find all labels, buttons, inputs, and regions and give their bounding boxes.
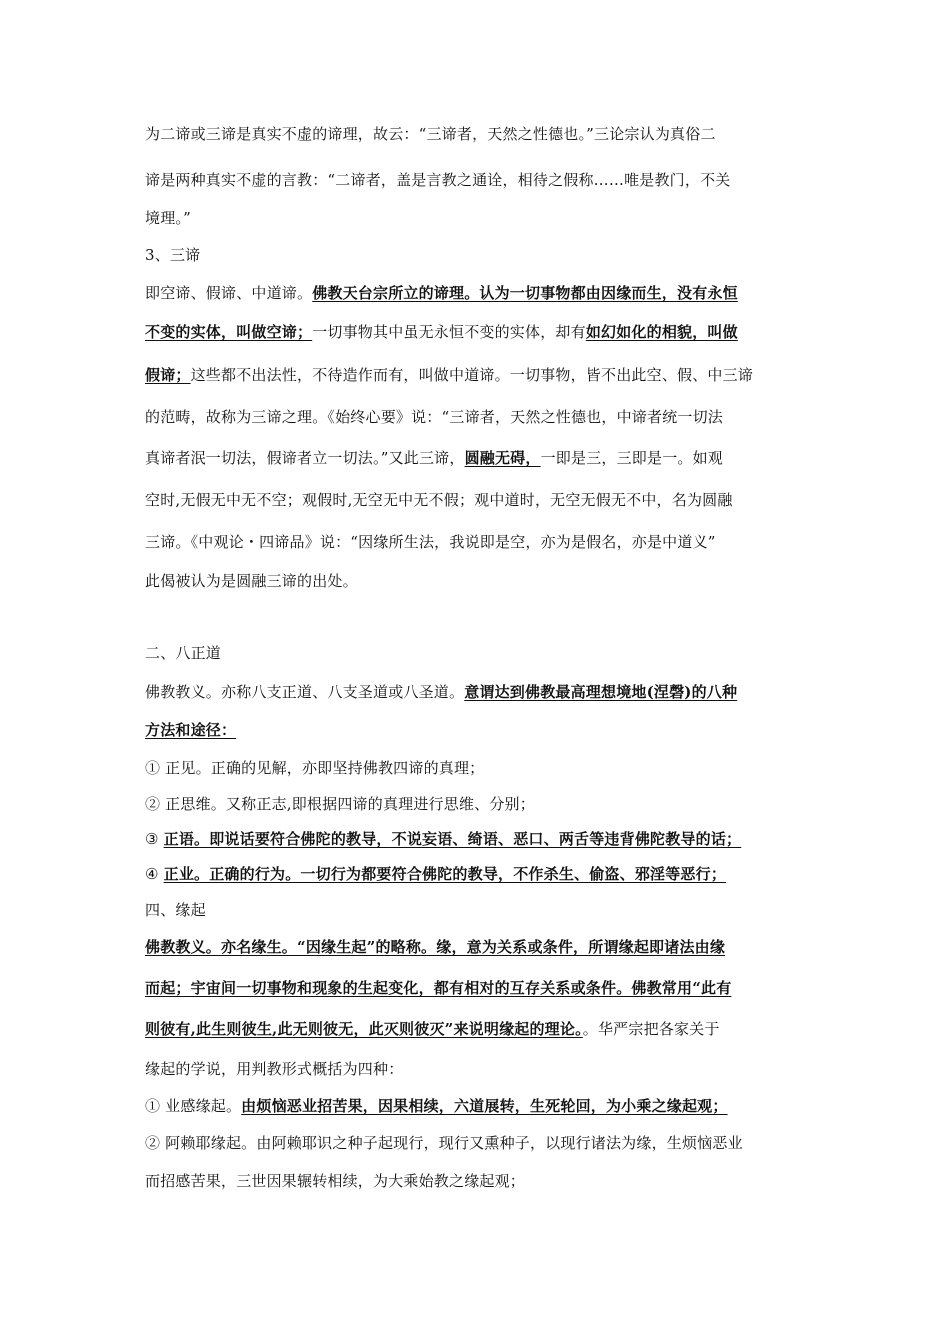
list-item — [145, 829, 825, 849]
emphasis-text: 而起；宇宙间一切事物和现象的生起变化，都有相对的互存关系或条件。佛教常用“此有 — [145, 979, 732, 997]
text: ② 阿赖耶缘起。由阿赖耶识之种子起现行，现行又熏种子，以现行诸法为缘，生烦恼恶业 — [145, 1134, 743, 1152]
text: 一切事物其中虽无永恒不变的实体，却有 — [312, 323, 586, 341]
text: 此偈被认为是圆融三谛的出处。 — [145, 572, 358, 590]
emphasis-text: 圆融无碍， — [464, 449, 541, 467]
text: 三谛。《中观论・四谛品》说：“因缘所生法，我说即是空，亦为是假名，亦是中道义” — [145, 533, 716, 551]
emphasis-text: 方法和途径： — [145, 721, 237, 739]
text: 缘起的学说，用判教形式概括为四种： — [145, 1060, 404, 1078]
emphasis-text: 假谛； — [145, 366, 191, 384]
text-line — [145, 170, 825, 190]
text-line — [145, 208, 825, 228]
text: ① 业感缘起。 — [145, 1097, 242, 1115]
text-line — [145, 283, 825, 303]
text-line — [145, 448, 825, 468]
text-line — [145, 365, 825, 385]
emphasis-text: 正语。即说话要符合佛陀的教导，不说妄语、绮语、恶口、两舌等违背佛陀教导的话； — [163, 830, 742, 848]
emphasis-text: 佛教教义。亦名缘生。“因缘生起”的略称。缘，意为关系或条件，所谓缘起即诸法由缘 — [145, 938, 726, 956]
text-line — [145, 407, 825, 427]
text-line — [145, 1019, 825, 1039]
text-line — [145, 490, 825, 510]
text-line — [145, 978, 825, 998]
text-line — [145, 682, 825, 702]
text: 谛是两种真实不虚的言教：“二谛者，盖是言教之通诠，相待之假称……唯是教门，不关 — [145, 171, 731, 189]
text: ③ — [145, 830, 164, 848]
text: 真谛者泯一切法，假谛者立一切法。”又此三谛， — [145, 449, 465, 467]
emphasis-text: 佛教天台宗所立的谛理。认为一切事物都由因缘而生，没有永恒 — [312, 284, 738, 302]
text: ④ — [145, 865, 164, 883]
list-item — [145, 1171, 825, 1191]
text-line — [145, 720, 825, 740]
emphasis-text: 如幻如化的相貌，叫做 — [585, 323, 738, 341]
text-line — [145, 532, 825, 552]
heading-text: 四、缘起 — [145, 901, 206, 919]
heading-text: 二、八正道 — [145, 644, 222, 662]
list-item — [145, 1133, 825, 1153]
text: 空时,无假无中无不空；观假时,无空无中无不假；观中道时，无空无假无不中，名为圆融 — [145, 491, 733, 509]
section-heading — [145, 900, 825, 920]
text: 一即是三，三即是一。如观 — [540, 449, 723, 467]
text: 的范畴，故称为三谛之理。《始终心要》说：“三谛者，天然之性德也，中谛者统一切法 — [145, 408, 723, 426]
text-line — [145, 124, 825, 144]
heading-text: 3、三谛 — [145, 246, 201, 264]
list-item — [145, 864, 825, 884]
section-heading — [145, 643, 825, 663]
list-item — [145, 1096, 825, 1116]
text: 佛教教义。亦称八支正道、八支圣道或八圣道。 — [145, 683, 465, 701]
emphasis-text: 由烦恼恶业招苦果，因果相续，六道展转，生死轮回，为小乘之缘起观； — [241, 1097, 728, 1115]
text: 境理。” — [145, 209, 191, 227]
section-heading — [145, 245, 825, 265]
text: 这些都不出法性，不待造作而有，叫做中道谛。一切事物，皆不出此空、假、中三谛 — [190, 366, 754, 384]
text-line — [145, 937, 825, 957]
emphasis-text: 不变的实体，叫做空谛； — [145, 323, 313, 341]
text: 。华严宗把各家关于 — [582, 1020, 720, 1038]
text: ① 正见。正确的见解，亦即坚持佛教四谛的真理； — [145, 759, 485, 777]
text: 而招感苦果，三世因果辗转相续，为大乘始教之缘起观； — [145, 1172, 526, 1190]
text-line — [145, 1059, 825, 1079]
text-line — [145, 322, 825, 342]
text: ② 正思维。又称正志,即根据四谛的真理进行思维、分别； — [145, 795, 535, 813]
list-item — [145, 758, 825, 778]
emphasis-text: 正业。正确的行为。一切行为都要符合佛陀的教导，不作杀生、偷盗、邪淫等恶行； — [163, 865, 727, 883]
list-item — [145, 794, 825, 814]
emphasis-text: 则彼有,此生则彼生,此无则彼无，此灭则彼灭”来说明缘起的理论。 — [145, 1020, 583, 1038]
text: 为二谛或三谛是真实不虚的谛理，故云：“三谛者，天然之性德也。”三论宗认为真俗二 — [145, 125, 716, 143]
text: 即空谛、假谛、中道谛。 — [145, 284, 313, 302]
emphasis-text: 意谓达到佛教最高理想境地(涅磬)的八种 — [464, 683, 738, 701]
text-line — [145, 571, 825, 591]
